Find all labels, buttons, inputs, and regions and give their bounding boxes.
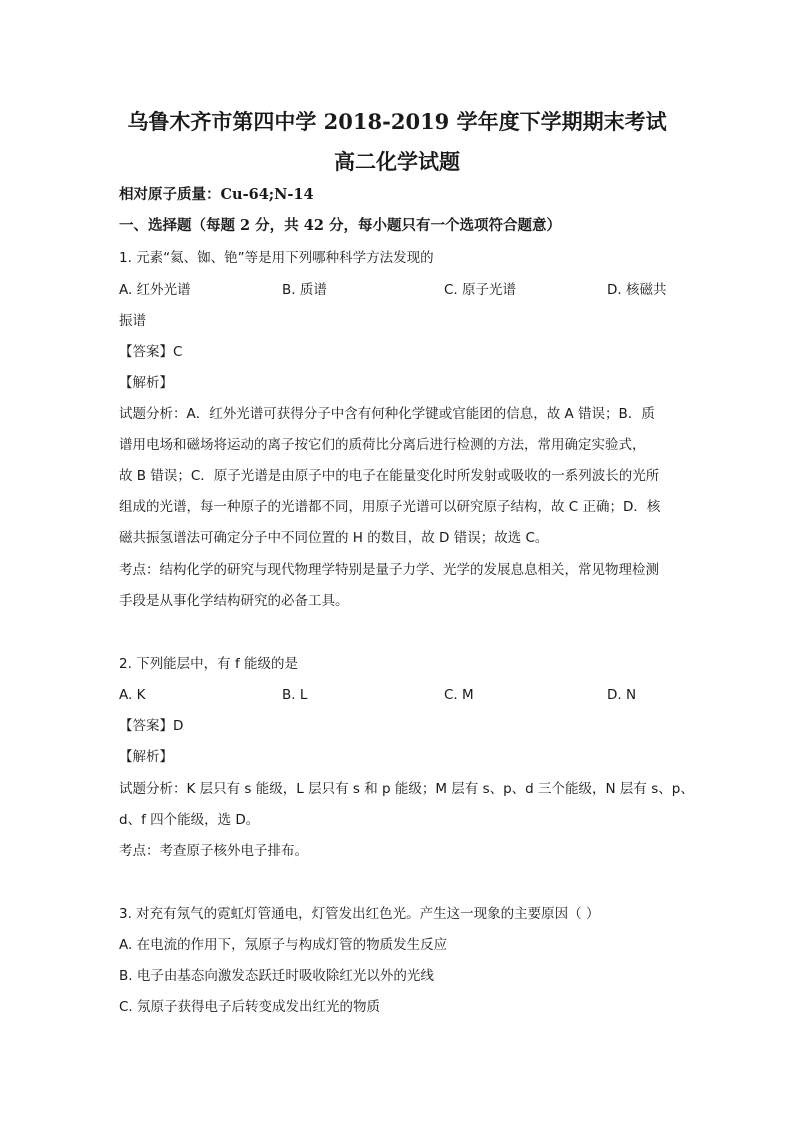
q1-option-d: D. 核磁共 [607, 282, 667, 298]
exam-subtitle: 高二化学试题 [334, 149, 460, 174]
q1-analysis-line: 磁共振氢谱法可确定分子中不同位置的 H 的数目，故 D 错误；故选 C。 [119, 530, 549, 546]
q1-stem: 1. 元素“氦、铷、铯”等是用下列哪种科学方法发现的 [119, 250, 434, 266]
q1-analysis-label: 【解析】 [119, 375, 173, 391]
q2-option-d: D. N [607, 687, 637, 703]
q1-analysis-line: 故 B 错误；C．原子光谱是由原子中的电子在能量变化时所发射或吸收的一系列波长的光所 [119, 468, 660, 484]
q2-option-b: B. L [282, 687, 308, 703]
q1-analysis-line: 谱用电场和磁场将运动的离子按它们的质荷比分离后进行检测的方法，常用确定实验式， [119, 437, 646, 453]
q1-option-d-continued: 振谱 [119, 313, 146, 329]
q2-analysis-line: 试题分析：K 层只有 s 能级，L 层只有 s 和 p 能级；M 层有 s、p、d 三个能级，N 层有 s、p、 [119, 781, 694, 797]
q2-analysis-label: 【解析】 [119, 749, 173, 765]
q2-analysis-line: d、f 四个能级，选 D。 [119, 812, 260, 828]
q3-stem: 3. 对充有氖气的霓虹灯管通电，灯管发出红色光。产生这一现象的主要原因（ ） [119, 906, 600, 922]
q1-option-b: B. 质谱 [282, 282, 327, 298]
q1-analysis-line: 试题分析：A．红外光谱可获得分子中含有何种化学键或官能团的信息，故 A 错误；B．质 [119, 406, 655, 422]
q2-option-a: A. K [119, 687, 146, 703]
exam-title: 乌鲁木齐市第四中学 2018-2019 学年度下学期期末考试 [127, 109, 667, 134]
q1-analysis-line: 组成的光谱，每一种原子的光谱都不同，用原子光谱可以研究原子结构，故 C 正确；D．核 [119, 499, 661, 515]
q2-kaodian: 考点：考查原子核外电子排布。 [119, 843, 308, 859]
q3-option-b: B. 电子由基态向激发态跃迁时吸收除红光以外的光线 [119, 968, 434, 984]
q1-option-a: A. 红外光谱 [119, 282, 191, 298]
section-heading: 一、选择题（每题 2 分，共 42 分，每小题只有一个选项符合题意） [119, 217, 561, 234]
q1-kaodian-line: 考点：结构化学的研究与现代物理学特别是量子力学、光学的发展息息相关，常见物理检测 [119, 562, 659, 578]
q2-stem: 2. 下列能层中，有 f 能级的是 [119, 656, 299, 672]
q3-option-a: A. 在电流的作用下，氖原子与构成灯管的物质发生反应 [119, 937, 448, 953]
q2-answer: 【答案】D [119, 718, 184, 734]
q1-option-c: C. 原子光谱 [444, 282, 517, 298]
q2-option-c: C. M [444, 687, 474, 703]
q1-answer: 【答案】C [119, 344, 183, 360]
q3-option-c: C. 氖原子获得电子后转变成发出红光的物质 [119, 999, 381, 1015]
q1-kaodian-line: 手段是从事化学结构研究的必备工具。 [119, 593, 349, 609]
atomic-mass-note: 相对原子质量：Cu-64;N-14 [119, 186, 314, 203]
